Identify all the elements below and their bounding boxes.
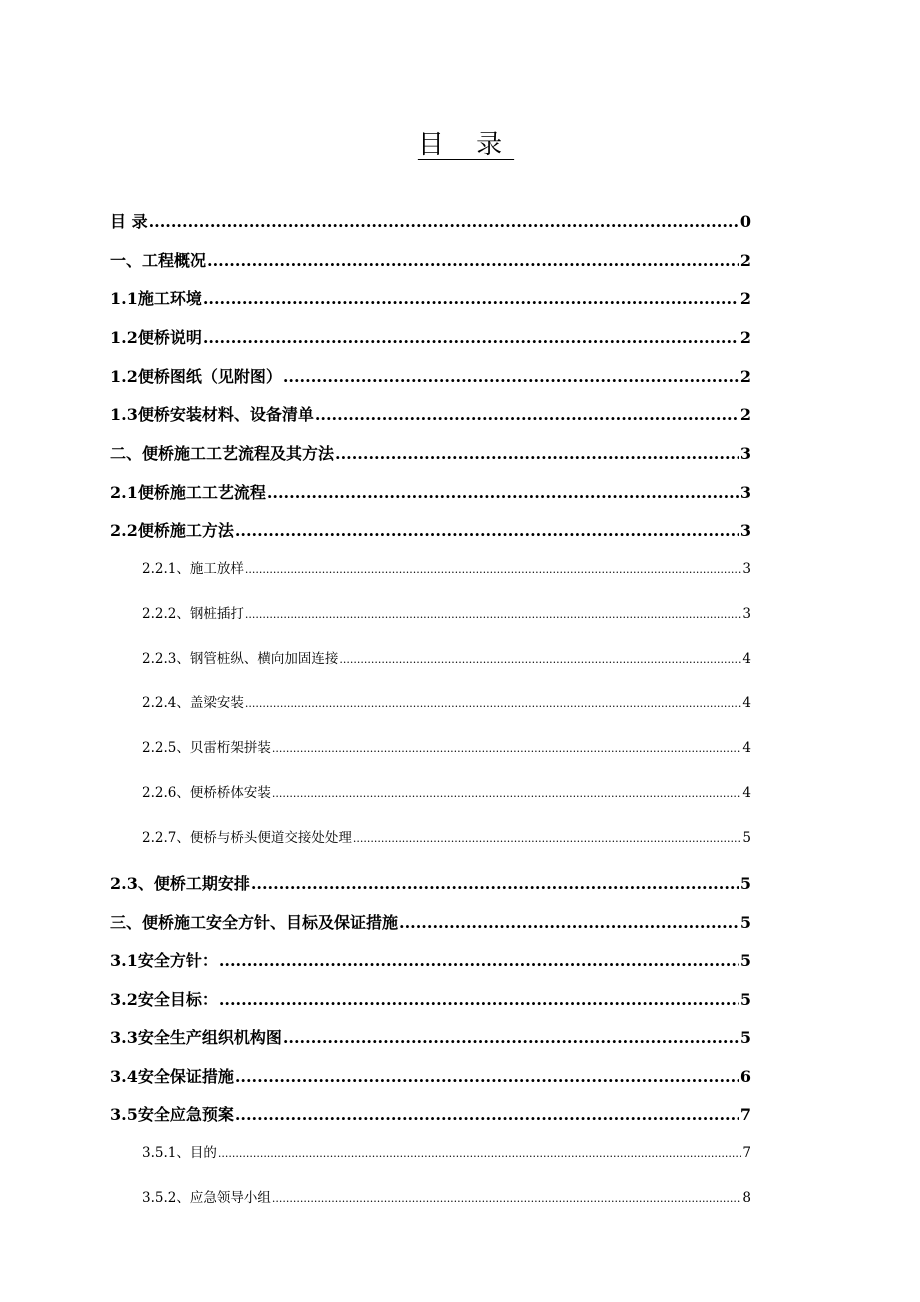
toc-entry-label: 2.2便桥施工方法 <box>110 521 234 540</box>
toc-entry[interactable] <box>110 364 751 387</box>
toc-entry-label: 1.1施工环境 <box>110 289 202 308</box>
toc-subentry-page: 4 <box>742 651 751 667</box>
toc-entry-page: 5 <box>739 951 751 970</box>
toc-entry[interactable] <box>110 948 751 971</box>
toc-subentry-label: 3.5.1、目的 <box>142 1145 217 1161</box>
toc-subentry-page: 4 <box>742 740 751 756</box>
toc-leader <box>245 561 742 577</box>
toc-leader <box>235 1067 739 1086</box>
toc-leader <box>315 405 739 424</box>
toc-leader <box>203 289 739 308</box>
toc-entry-page: 2 <box>739 367 751 386</box>
toc-entry-page: 2 <box>739 405 751 424</box>
toc-entry-label: 3.3安全生产组织机构图 <box>110 1028 282 1047</box>
toc-entry-label: 2.1便桥施工工艺流程 <box>110 483 266 502</box>
toc-subentry[interactable] <box>142 781 751 801</box>
toc-leader <box>203 328 739 347</box>
toc-subentry-label: 2.2.7、便桥与桥头便道交接处处理 <box>142 830 352 846</box>
toc-entry-label: 2.3、便桥工期安排 <box>110 874 250 893</box>
toc-subentry-page: 4 <box>742 785 751 801</box>
toc-entry-page: 3 <box>739 444 751 463</box>
toc-entry-label: 三、便桥施工安全方针、目标及保证措施 <box>110 913 399 932</box>
toc-leader <box>149 212 739 231</box>
toc-entry-label: 1.2便桥说明 <box>110 328 202 347</box>
toc-subentry-page: 7 <box>742 1145 751 1161</box>
toc-entry-page: 7 <box>739 1105 751 1124</box>
toc-entry[interactable] <box>110 402 751 425</box>
toc-subentry[interactable] <box>142 647 751 667</box>
toc-entry-page: 5 <box>739 1028 751 1047</box>
toc-entry[interactable] <box>110 1025 751 1048</box>
toc-leader <box>353 830 742 846</box>
toc-entry[interactable] <box>110 518 751 541</box>
toc-leader <box>235 1105 739 1124</box>
toc-entry[interactable] <box>110 441 751 464</box>
toc-subentry-label: 2.2.4、盖梁安装 <box>142 695 244 711</box>
toc-leader <box>272 785 742 801</box>
toc-entry[interactable] <box>110 987 751 1010</box>
toc-leader <box>283 1028 739 1047</box>
toc-leader <box>251 874 739 893</box>
toc-entry[interactable] <box>110 248 751 271</box>
toc-entry-label: 二、便桥施工工艺流程及其方法 <box>110 444 335 463</box>
toc-entry-label: 3.2安全目标： <box>110 990 218 1009</box>
toc-entry-page: 5 <box>739 874 751 893</box>
toc-subentry[interactable] <box>142 1186 751 1206</box>
toc-leader <box>245 695 742 711</box>
toc-entry-page: 0 <box>739 212 751 231</box>
toc-entry[interactable] <box>110 871 751 894</box>
toc-leader <box>267 483 739 502</box>
toc-subentry[interactable] <box>142 1141 751 1161</box>
toc-leader <box>219 951 739 970</box>
toc-entry[interactable] <box>110 209 751 232</box>
toc-leader <box>399 913 739 932</box>
toc-subentry-label: 2.2.5、贝雷桁架拼装 <box>142 740 271 756</box>
toc-entry[interactable] <box>110 480 751 503</box>
toc-entry-page: 3 <box>739 483 751 502</box>
toc-leader <box>235 521 739 540</box>
toc-subentry[interactable] <box>142 691 751 711</box>
toc-subentry-page: 3 <box>742 606 751 622</box>
toc-entry[interactable] <box>110 286 751 309</box>
toc-subentry-label: 2.2.6、便桥桥体安装 <box>142 785 271 801</box>
toc-entry-page: 2 <box>739 251 751 270</box>
toc-leader <box>218 1145 742 1161</box>
toc-entry-label: 一、工程概况 <box>110 251 207 270</box>
toc-subentry[interactable] <box>142 557 751 577</box>
toc-entry-label: 3.5安全应急预案 <box>110 1105 234 1124</box>
toc-entry-label: 3.1安全方针： <box>110 951 218 970</box>
toc-entry-page: 2 <box>739 289 751 308</box>
toc-heading-text: 目 录 <box>417 130 515 160</box>
toc-leader <box>272 740 742 756</box>
toc-leader <box>335 444 739 463</box>
toc-subentry-label: 3.5.2、应急领导小组 <box>142 1190 271 1206</box>
toc-subentry[interactable] <box>142 736 751 756</box>
toc-subentry-page: 3 <box>742 561 751 577</box>
toc-entry[interactable] <box>110 325 751 348</box>
toc-leader <box>219 990 739 1009</box>
toc-entry-page: 5 <box>739 990 751 1009</box>
toc-subentry-page: 8 <box>742 1190 751 1206</box>
toc-entry-label: 目 录 <box>110 212 148 231</box>
toc-entry[interactable] <box>110 1064 751 1087</box>
toc-subentry-label: 2.2.3、钢管桩纵、横向加固连接 <box>142 651 339 667</box>
toc-entry[interactable] <box>110 910 751 933</box>
toc-entry-page: 3 <box>739 521 751 540</box>
toc-entry-label: 1.2便桥图纸（见附图） <box>110 367 282 386</box>
toc-entry-page: 6 <box>739 1067 751 1086</box>
toc-leader <box>207 251 739 270</box>
toc-leader <box>339 651 741 667</box>
toc-entry-label: 1.3便桥安装材料、设备清单 <box>110 405 314 424</box>
toc-subentry-page: 4 <box>742 695 751 711</box>
toc-entry-page: 5 <box>739 913 751 932</box>
toc-subentry-label: 2.2.1、施工放样 <box>142 561 244 577</box>
toc-entry[interactable] <box>110 1102 751 1125</box>
toc-subentry[interactable] <box>142 602 751 622</box>
toc-entry-page: 2 <box>739 328 751 347</box>
toc-leader <box>272 1190 742 1206</box>
toc-subentry[interactable] <box>142 826 751 846</box>
toc-leader <box>245 606 742 622</box>
toc-entry-label: 3.4安全保证措施 <box>110 1067 234 1086</box>
toc-leader <box>283 367 739 386</box>
toc-subentry-page: 5 <box>742 830 751 846</box>
toc-subentry-label: 2.2.2、钢桩插打 <box>142 606 244 622</box>
